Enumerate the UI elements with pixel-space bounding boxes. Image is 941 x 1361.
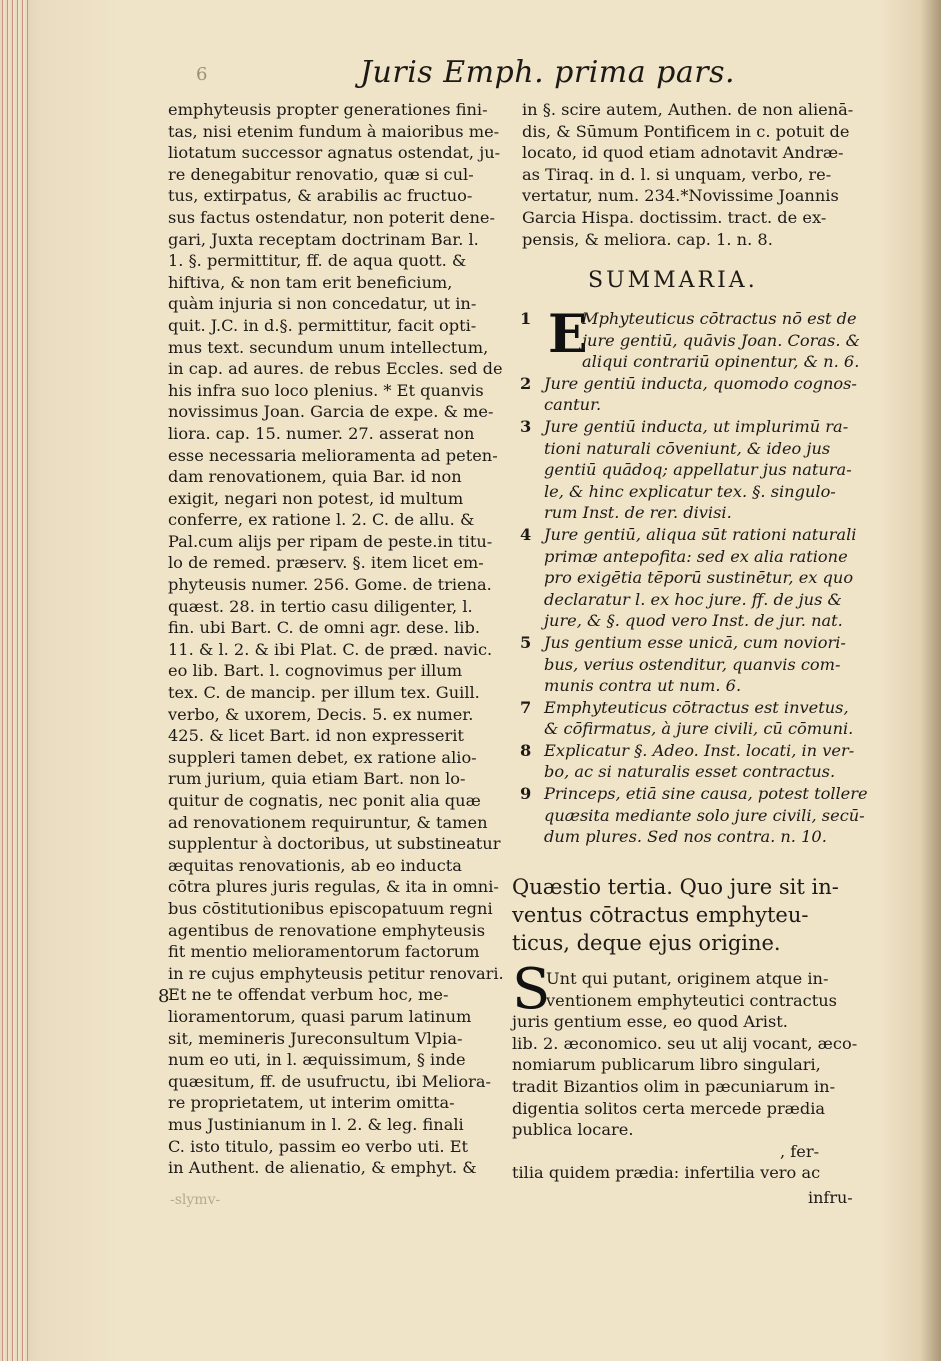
text-line: in cap. ad aures. de rebus Eccles. sed de <box>168 359 503 379</box>
summary-item <box>520 632 855 697</box>
text-line: 425. & licet Bart. id non expresserit <box>168 726 464 746</box>
summary-line: Princeps, etiā sine causa, potest tollere <box>544 784 868 804</box>
text-line: digentia solitos certa mercede prædia <box>512 1098 826 1118</box>
summary-line: aliqui contrariū opinentur, & n. 6. <box>582 352 860 372</box>
summary-line: bo, ac si naturalis esset contractus. <box>544 762 836 782</box>
text-line: 11. & l. 2. & ibi Plat. C. de præd. navic. <box>168 639 493 659</box>
summary-item <box>520 524 855 632</box>
text-line: cōtra plures juris regulas, & ita in omni- <box>168 877 499 897</box>
text-line: fit mentio melioramentorum factorum <box>168 942 480 962</box>
text-line: phyteusis numer. 256. Gome. de triena. <box>168 575 492 595</box>
summary-line: dum plures. Sed nos contra. n. 10. <box>544 827 827 847</box>
summary-line: primæ antepofita: sed ex alia ratione <box>544 546 848 566</box>
text-line: tradit Bizantios olim in pæcuniarum in- <box>512 1076 836 1096</box>
text-line: in Authent. de alienatio, & emphyt. & <box>168 1158 477 1178</box>
text-line: nomiarum publicarum libro singulari, <box>512 1055 821 1075</box>
text-line: tilia quidem prædia: infertilia vero ac <box>512 1163 821 1183</box>
summary-line: declaratur l. ex hoc jure. ff. de jus & <box>544 589 842 609</box>
text-line: Unt qui putant, originem atque in- <box>546 969 829 988</box>
summary-item <box>520 304 861 373</box>
margin-number: 8 <box>158 986 170 1007</box>
summary-number: 8 <box>520 740 532 760</box>
summary-line: Jure gentiū inducta, ut implurimū ra- <box>544 416 849 436</box>
summary-line: Mphyteuticus cōtractus nō est de <box>582 309 857 328</box>
text-line: quæsitum, ff. de usufructu, ibi Meliora- <box>168 1071 491 1091</box>
text-line: hiftiva, & non tam erit beneficium, <box>168 272 453 292</box>
text-line: , fer- <box>780 1141 820 1161</box>
summary-line: quæsita mediante solo jure civili, secū- <box>544 805 865 825</box>
summary-line: Explicatur §. Adeo. Inst. locati, in ver- <box>544 740 855 760</box>
summary-line: Jure gentiū inducta, quomodo cognos- <box>544 373 857 393</box>
text-line: sus factus ostendatur, non poterit dene- <box>168 207 495 227</box>
summary-number: 7 <box>520 697 532 717</box>
summary-line: cantur. <box>544 395 602 415</box>
summary-line: & cōfirmatus, à jure civili, cū cōmuni. <box>544 719 854 739</box>
text-line: quit. J.C. in d.§. permittitur, facit opti- <box>168 315 477 335</box>
text-line: novissimus Joan. Garcia de expe. & me- <box>168 402 494 422</box>
text-line: dam renovationem, quia Bar. id non <box>168 467 462 487</box>
text-line: emphyteusis propter generationes fini- <box>168 100 488 119</box>
text-line: gari, Juxta receptam doctrinam Bar. l. <box>168 229 479 249</box>
text-line: eo lib. Bart. l. cognovimus per illum <box>168 661 463 681</box>
text-line: C. isto titulo, passim eo verbo uti. Et <box>168 1136 469 1156</box>
summary-line: munis contra ut num. 6. <box>544 676 742 696</box>
page-corner-mark: 6 <box>196 64 208 85</box>
text-line: quitur de cognatis, nec ponit alia quæ <box>168 791 481 810</box>
summaria-list <box>520 304 868 848</box>
text-line: supplentur à doctoribus, ut substineatur <box>168 834 501 854</box>
text-line: sit, memineris Jureconsultum Vlpia- <box>168 1028 463 1048</box>
text-line: tas, nisi etenim fundum à maioribus me- <box>168 121 500 141</box>
summary-line: Jure gentiū, aliqua sūt rationi naturali <box>544 524 857 544</box>
summary-item <box>520 740 855 783</box>
question-line: ticus, deque ejus origine. <box>512 931 781 955</box>
text-line: tex. C. de mancip. per illum tex. Guill. <box>168 683 480 703</box>
text-line: rum jurium, quia etiam Bart. non lo- <box>168 769 466 789</box>
text-line: locato, id quod etiam adnotavit Andræ- <box>522 143 844 163</box>
text-line: æquitas renovationis, ab eo inducta <box>168 855 462 875</box>
summary-line: jure gentiū, quāvis Joan. Coras. & <box>582 330 861 350</box>
question-line: ventus cōtractus emphyteu- <box>512 903 809 927</box>
text-line: verbo, & uxorem, Decis. 5. ex numer. <box>168 704 474 724</box>
dropcap-s: S <box>512 957 551 1022</box>
left-column <box>168 99 504 1179</box>
text-line: as Tiraq. in d. l. si unquam, verbo, re- <box>522 164 832 184</box>
text-line: liotatum successor agnatus ostendat, ju- <box>168 143 501 163</box>
text-line: Garcia Hispa. doctissim. tract. de ex- <box>522 207 827 227</box>
summary-number: 3 <box>520 416 532 436</box>
text-line: Et ne te offendat verbum hoc, me- <box>168 985 449 1005</box>
text-line: juris gentium esse, eo quod Arist. <box>512 1012 788 1032</box>
summary-line: bus, verius ostenditur, quanvis com- <box>544 654 841 674</box>
text-line: vertatur, num. 234.*Novissime Joannis <box>522 186 839 206</box>
summary-number: 5 <box>520 632 532 652</box>
question-heading <box>512 873 852 957</box>
text-line: Pal.cum alijs per ripam de peste.in titu- <box>168 531 493 551</box>
summaria-heading: SUMMARIA. <box>588 268 758 293</box>
text-line: fin. ubi Bart. C. de omni agr. dese. lib. <box>168 618 480 638</box>
text-line: pensis, & meliora. cap. 1. n. 8. <box>522 229 773 249</box>
text-line: ventionem emphyteutici contractus <box>546 990 837 1010</box>
question-line: Quæstio tertia. Quo jure sit in- <box>512 875 839 899</box>
summary-line: jure, & §. quod vero Inst. de jur. nat. <box>544 611 843 631</box>
summary-item <box>520 783 868 848</box>
bleed-through-text: -slymv- <box>170 1192 221 1208</box>
summary-number: 9 <box>520 784 532 804</box>
text-line: ad renovationem requiruntur, & tamen <box>168 812 488 832</box>
summary-line: le, & hinc explicatur tex. §. singulo- <box>544 481 836 501</box>
text-line: liora. cap. 15. numer. 27. asserat non <box>168 423 475 443</box>
text-line: lioramentorum, quasi parum latinum <box>168 1006 472 1026</box>
right-column-top <box>522 99 852 250</box>
page-edge-binding <box>0 0 28 1361</box>
running-head: Juris Emph. prima pars. <box>360 55 736 90</box>
text-line: num eo uti, in l. æquissimum, § inde <box>168 1050 466 1070</box>
text-line: exigit, negari non potest, id multum <box>168 488 464 508</box>
summary-number: 4 <box>520 524 532 544</box>
text-line: quàm injuria si non concedatur, ut in- <box>168 294 477 314</box>
text-line: tus, extirpatus, & arabilis ac fructuo- <box>168 186 473 206</box>
text-line: re denegabitur renovatio, quæ si cul- <box>168 164 474 184</box>
text-line: 1. §. permittitur, ff. de aqua quott. & <box>168 251 467 271</box>
text-line: lo de remed. præserv. §. item licet em- <box>168 553 484 573</box>
text-line: lib. 2. æconomico. seu ut alij vocant, æco- <box>512 1033 858 1053</box>
text-line: in re cujus emphyteusis petitur renovari. <box>168 963 504 983</box>
text-line: dis, & Sūmum Pontificem in c. potuit de <box>522 121 850 141</box>
summary-line: Jus gentium esse unicā, cum noviori- <box>544 632 846 652</box>
text-line: suppleri tamen debet, ex ratione alio- <box>168 747 477 767</box>
text-line: in §. scire autem, Authen. de non alienā- <box>522 100 854 119</box>
text-line: agentibus de renovatione emphyteusis <box>168 920 486 940</box>
summary-item <box>520 697 855 740</box>
summary-line: rum Inst. de rer. divisi. <box>544 503 732 523</box>
right-body-text <box>512 957 858 1184</box>
summary-number: 1 <box>520 309 532 328</box>
summary-line: Emphyteuticus cōtractus est invetus, <box>544 697 849 717</box>
summary-line: tioni naturali cōveniunt, & ideo jus <box>544 438 831 458</box>
summary-line: gentiū quādoq; appellatur jus natura- <box>544 460 852 480</box>
text-line: bus cōstitutionibus episcopatuum regni <box>168 898 493 918</box>
text-line: his infra suo loco plenius. * Et quanvis <box>168 380 484 400</box>
catchword: infru- <box>808 1188 853 1207</box>
text-line: mus Justinianum in l. 2. & leg. finali <box>168 1114 464 1134</box>
text-line: publica locare. <box>512 1120 634 1140</box>
summary-item <box>520 373 855 416</box>
text-line: re proprietatem, ut interim omitta- <box>168 1093 455 1113</box>
text-line: mus text. secundum unum intellectum, <box>168 337 489 357</box>
summary-number: 2 <box>520 373 532 393</box>
text-line: quæst. 28. in tertio casu diligenter, l. <box>168 596 473 616</box>
summary-item <box>520 416 855 524</box>
text-line: esse necessaria melioramenta ad peten- <box>168 445 498 465</box>
summary-line: pro exigētia tēporū sustinētur, ex quo <box>544 568 854 588</box>
dropcap-e: E <box>548 304 588 365</box>
text-line: conferre, ex ratione l. 2. C. de allu. & <box>168 510 475 530</box>
